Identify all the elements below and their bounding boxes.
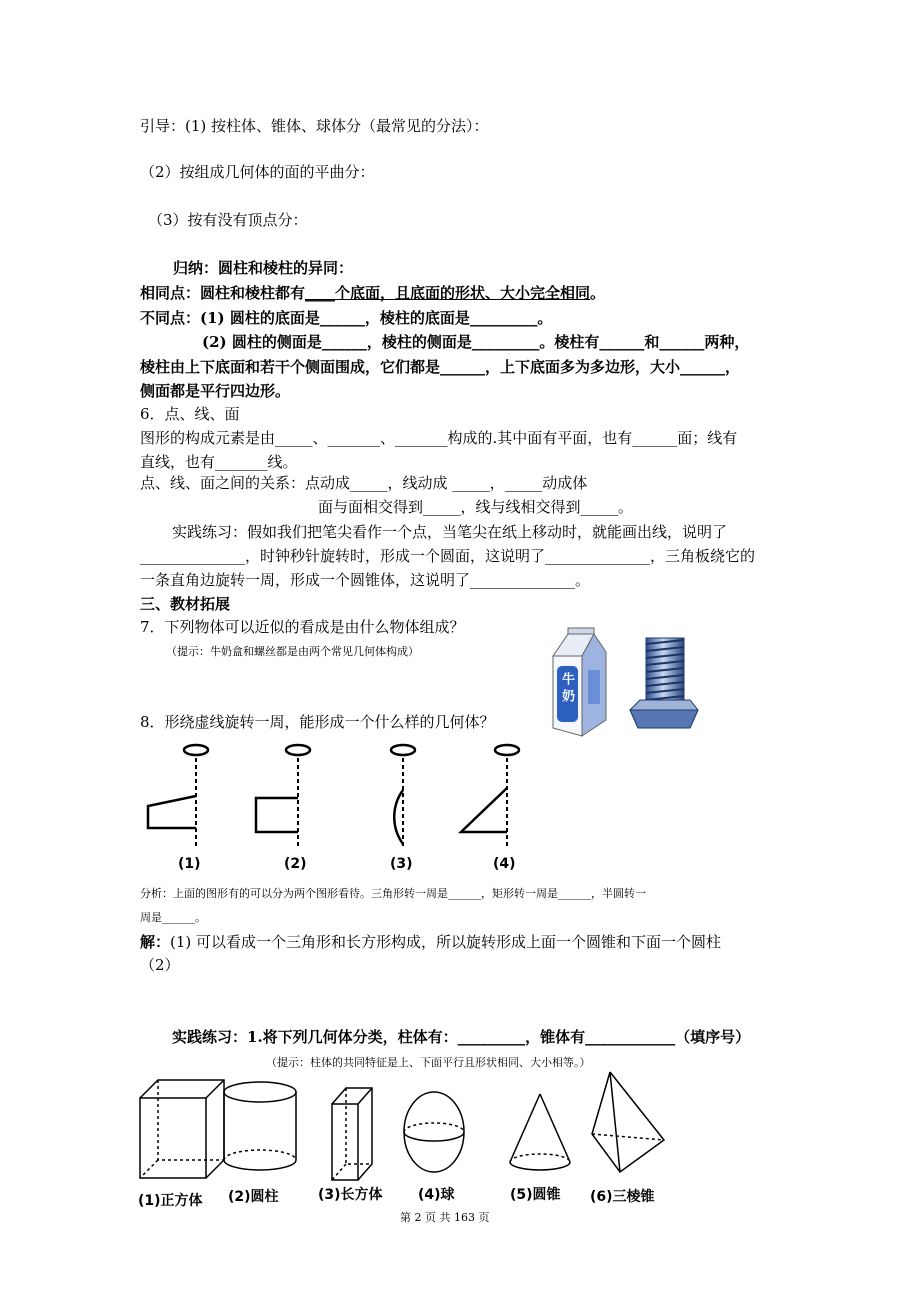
same-point-end: 。 — [590, 284, 606, 302]
sphere-figure — [404, 1092, 464, 1172]
solid-label-3: (3)长方体 — [318, 1187, 383, 1203]
practice-line-3: 一条直角边旋转一周，形成一个圆锥体，这说明了______________。 — [140, 571, 591, 589]
shape-4 — [461, 788, 507, 832]
guide-line-2: （2）按组成几何体的面的平曲分： — [140, 163, 375, 181]
elements-line-2: 直线，也有_______线。 — [140, 453, 298, 471]
milk-carton-label: 牛奶 — [559, 672, 574, 706]
bolt-image — [628, 632, 700, 736]
cube-figure — [140, 1080, 224, 1178]
classify-practice: 实践练习：1.将下列几何体分类，柱体有：_________，锥体有____________（填序号） — [172, 1028, 751, 1046]
rotation-arrow-icon-1 — [184, 745, 208, 755]
figure-label-1: (1) — [178, 856, 201, 872]
figure-label-4: (4) — [493, 856, 516, 872]
guide-line-1: 引导：(1) 按柱体、锥体、球体分（最常见的分法）： — [140, 117, 489, 135]
practice-line-1: 实践练习：假如我们把笔尖看作一个点，当笔尖在纸上移动时，就能画出线，说明了 — [172, 523, 728, 541]
answer-text: (1) 可以看成一个三角形和长方形构成，所以旋转形成上面一个圆锥和下面一个圆柱 — [170, 933, 722, 951]
same-point-answer: ____个底面，且底面的形状、大小完全相同 — [305, 284, 591, 302]
summary-heading: 归纳：圆柱和棱柱的异同： — [173, 259, 354, 277]
solid-label-1: (1)正方体 — [138, 1193, 203, 1209]
section-3-heading: 三、教材拓展 — [140, 595, 231, 613]
section-6-title: 6．点、线、面 — [140, 405, 240, 423]
question-8: 8．形绕虚线旋转一周，能形成一个什么样的几何体？ — [140, 713, 495, 731]
guide-line-3: （3）按有没有顶点分： — [148, 211, 308, 229]
rotation-arrow-icon-2 — [286, 745, 310, 755]
answer-line-2: （2） — [140, 956, 180, 974]
rotation-arrow-icon-4 — [495, 745, 519, 755]
relation-line-2: 面与面相交得到_____，线与线相交得到_____。 — [318, 498, 634, 516]
question-7: 7．下列物体可以近似的看成是由什么物体组成？ — [140, 618, 465, 636]
rotation-arrow-icon-3 — [391, 745, 415, 755]
figure-label-3: (3) — [390, 856, 413, 872]
page-footer: 第 2 页 共 163 页 — [400, 1211, 490, 1224]
diff-point-line-2: (2) 圆柱的侧面是______，棱柱的侧面是_________。棱柱有______和______两种， — [202, 333, 750, 351]
diff-point-line-3: 棱柱由上下底面和若干个侧面围成，它们都是______，上下底面多为多边形，大小______， — [140, 358, 741, 376]
solid-label-2: (2)圆柱 — [228, 1189, 279, 1205]
shape-1 — [148, 796, 196, 828]
cylinder-figure — [224, 1082, 296, 1170]
same-point-line — [140, 283, 605, 303]
solid-label-4: (4)球 — [418, 1187, 455, 1203]
analysis-line-2: 周是______。 — [140, 911, 206, 924]
practice-line-2: ______________，时钟秒针旋转时，形成一个圆面，这说明了______________，三角板绕它的 — [140, 547, 756, 565]
figure-label-2: (2) — [284, 856, 307, 872]
elements-line-1: 图形的构成元素是由_____、_______、_______构成的.其中面有平面，也有______面；线有 — [140, 429, 738, 447]
shape-3 — [394, 790, 403, 844]
solids-figures — [134, 1068, 674, 1188]
answer-label: 解： — [140, 933, 171, 951]
same-point-label: 相同点：圆柱和棱柱都有 — [140, 284, 306, 302]
cuboid-figure — [332, 1088, 372, 1180]
triangular-pyramid-figure — [592, 1072, 664, 1172]
analysis-line-1: 分析：上面的图形有的可以分为两个图形看待。三角形转一周是______，矩形转一周是______，半圆转一 — [140, 887, 646, 900]
diff-point-line-4: 侧面都是平行四边形。 — [140, 382, 291, 400]
shape-2 — [256, 798, 298, 832]
solid-label-5: (5)圆锥 — [510, 1187, 561, 1203]
solid-label-6: (6)三棱锥 — [590, 1189, 655, 1205]
cone-figure — [510, 1094, 570, 1170]
question-7-hint: （提示：牛奶盒和螺丝都是由两个常见几何体构成） — [166, 645, 419, 658]
classify-hint: （提示：柱体的共同特征是上、下面平行且形状相同、大小相等。） — [266, 1056, 591, 1069]
diff-point-line-1: 不同点：(1) 圆柱的底面是______，棱柱的底面是_________。 — [140, 309, 553, 327]
relation-line-1: 点、线、面之间的关系：点动成_____，线动成 _____，_____动成体 — [140, 474, 588, 492]
answer-line-1 — [140, 932, 721, 952]
